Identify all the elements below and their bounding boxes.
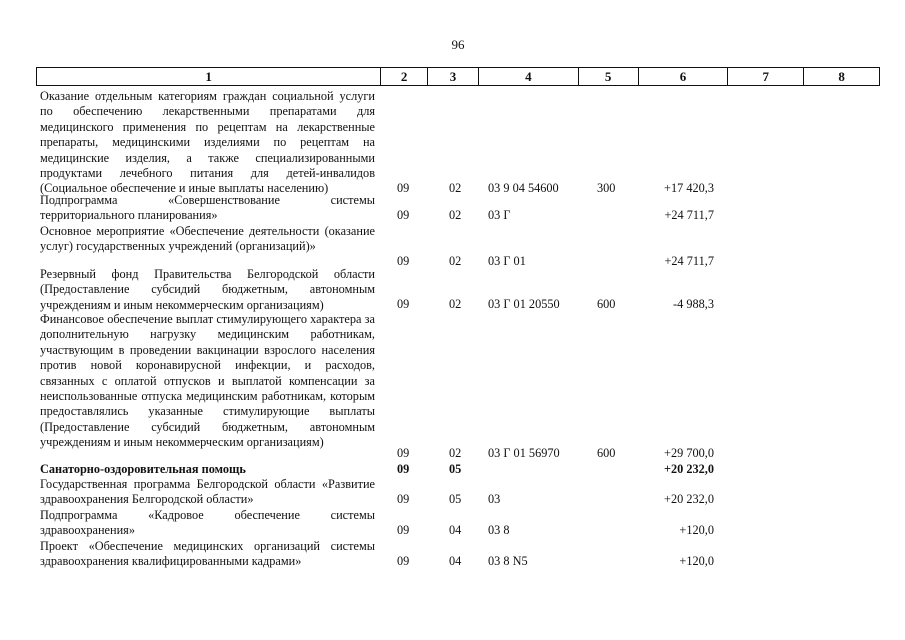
row-amount: +120,0 <box>679 554 714 568</box>
row-section: 09 <box>397 462 410 476</box>
header-col-7: 7 <box>728 68 804 85</box>
row-section: 09 <box>397 297 410 311</box>
row-subsection: 02 <box>449 208 462 222</box>
row-section: 09 <box>397 554 410 568</box>
row-section: 09 <box>397 446 410 460</box>
row-section: 09 <box>397 208 410 222</box>
row-subsection: 04 <box>449 523 462 537</box>
row-target-article: 03 <box>488 492 501 506</box>
header-col-2: 2 <box>381 68 428 85</box>
row-subsection: 02 <box>449 181 462 195</box>
row-subsection: 02 <box>449 297 462 311</box>
row-description: Финансовое обеспечение выплат стимулирующего характера за дополнительную нагрузку медицинским работникам, участвующим в проведении вакцинации взрослого населения против новой коронавирусной инфекции, и расходов, связанных с оплатой отпусков и выплатой компенсации за неиспользованные отпуска медицинским работникам, которым предоставлялись указанные стимулирующие выплаты (Предоставление субсидий бюджетным, автономным учреждениям и иным некоммерческим организациям) <box>40 312 375 450</box>
row-target-article: 03 Г 01 20550 <box>488 297 560 311</box>
row-description: Подпрограмма «Совершенствование системы территориального планирования» <box>40 193 375 223</box>
row-section: 09 <box>397 254 410 268</box>
row-description: Государственная программа Белгородской области «Развитие здравоохранения Белгородской области» <box>40 477 375 507</box>
page-number: 96 <box>451 37 465 52</box>
row-target-article: 03 Г 01 56970 <box>488 446 560 460</box>
row-target-article: 03 8 N5 <box>488 554 528 568</box>
row-description: Санаторно-оздоровительная помощь <box>40 462 246 476</box>
row-subsection: 05 <box>449 492 462 506</box>
row-target-article: 03 9 04 54600 <box>488 181 559 195</box>
row-target-article: 03 Г <box>488 208 511 222</box>
row-description: Основное мероприятие «Обеспечение деятельности (оказание услуг) государственных учреждений (организаций)» <box>40 224 375 254</box>
row-amount: +29 700,0 <box>664 446 714 460</box>
table-header <box>36 67 880 86</box>
row-amount: +20 232,0 <box>664 492 714 506</box>
row-amount: +120,0 <box>679 523 714 537</box>
row-expense-type: 600 <box>597 446 616 460</box>
row-expense-type: 600 <box>597 297 616 311</box>
row-expense-type: 300 <box>597 181 616 195</box>
row-section: 09 <box>397 181 410 195</box>
header-col-1: 1 <box>37 68 381 85</box>
row-amount: +24 711,7 <box>664 208 714 222</box>
header-col-3: 3 <box>428 68 479 85</box>
header-col-5: 5 <box>579 68 639 85</box>
row-target-article: 03 Г 01 <box>488 254 526 268</box>
row-amount: +20 232,0 <box>663 462 714 476</box>
row-subsection: 02 <box>449 446 462 460</box>
row-subsection: 05 <box>449 462 462 476</box>
header-col-8: 8 <box>838 68 845 84</box>
header-col-6: 6 <box>639 68 729 85</box>
row-target-article: 03 8 <box>488 523 510 537</box>
row-subsection: 02 <box>449 254 462 268</box>
row-amount: +24 711,7 <box>664 254 714 268</box>
row-amount: +17 420,3 <box>664 181 714 195</box>
row-section: 09 <box>397 492 410 506</box>
row-description: Резервный фонд Правительства Белгородской области (Предоставление субсидий бюджетным, автономным учреждениям и иным некоммерческим организациям) <box>40 267 375 312</box>
header-col-4: 4 <box>479 68 579 85</box>
row-description: Проект «Обеспечение медицинских организаций системы здравоохранения квалифицированными кадрами» <box>40 539 375 569</box>
row-subsection: 04 <box>449 554 462 568</box>
row-amount: -4 988,3 <box>673 297 714 311</box>
row-section: 09 <box>397 523 410 537</box>
row-description: Оказание отдельным категориям граждан социальной услуги по обеспечению лекарственными препаратами для медицинского применения по рецептам на лекарственные препараты, медицинскими изделиями по рецептам на медицинские изделия, а также специализированными продуктами лечебного питания для детей-инвалидов (Социальное обеспечение и иные выплаты населению) <box>40 89 375 196</box>
row-description: Подпрограмма «Кадровое обеспечение системы здравоохранения» <box>40 508 375 538</box>
